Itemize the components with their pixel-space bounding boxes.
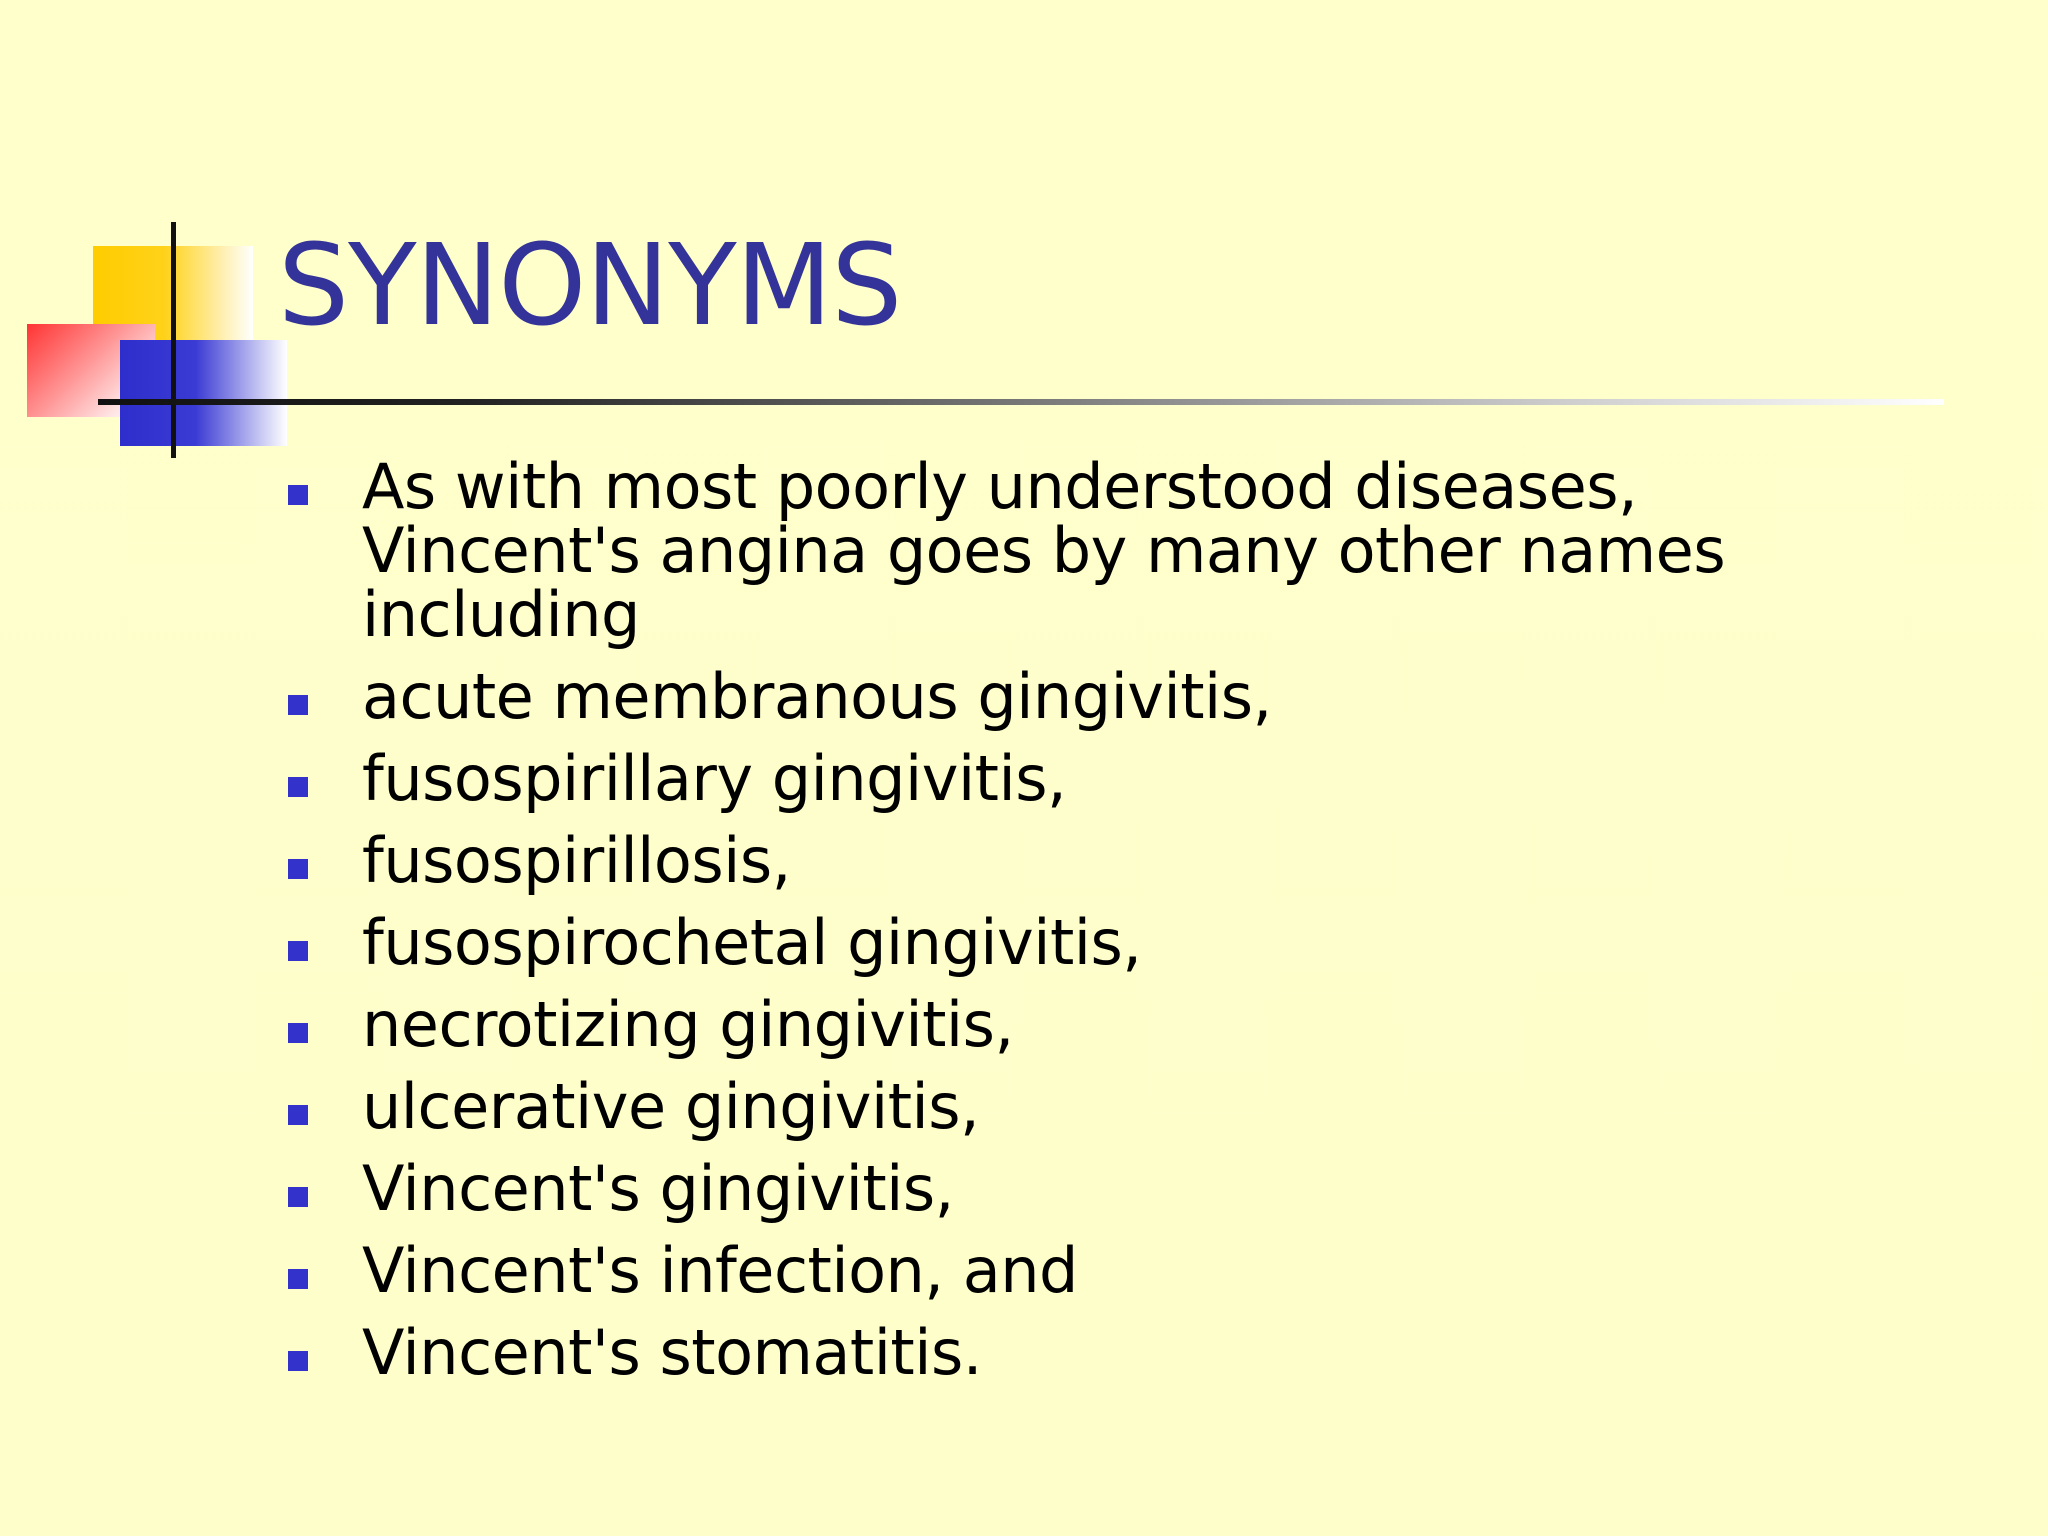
bullet-item	[288, 660, 1928, 733]
decorative-vertical-line	[171, 222, 176, 458]
decorative-blue-square	[120, 340, 287, 446]
bullet-text: ulcerative gingivitis,	[362, 1070, 980, 1143]
bullet-item	[288, 906, 1928, 979]
bullet-item	[288, 450, 1928, 651]
title-underline-rule	[98, 399, 1944, 405]
bullet-text: fusospirillosis,	[362, 824, 791, 897]
bullet-text: fusospirillary gingivitis,	[362, 742, 1067, 815]
synonym-bullet-list	[288, 450, 1928, 1403]
bullet-item	[288, 988, 1928, 1061]
bullet-text: Vincent's stomatitis.	[362, 1316, 982, 1389]
bullet-text: necrotizing gingivitis,	[362, 988, 1014, 1061]
square-bullet-icon	[288, 1269, 308, 1289]
slide-title: SYNONYMS	[278, 221, 902, 351]
square-bullet-icon	[288, 859, 308, 879]
bullet-item	[288, 1152, 1928, 1225]
bullet-text: Vincent's infection, and	[362, 1234, 1078, 1307]
bullet-item	[288, 1234, 1928, 1307]
bullet-text: As with most poorly understood diseases, Vincent's angina goes by many other names including	[362, 450, 1726, 651]
bullet-text: fusospirochetal gingivitis,	[362, 906, 1142, 979]
square-bullet-icon	[288, 485, 308, 505]
bullet-item	[288, 1316, 1928, 1389]
square-bullet-icon	[288, 1351, 308, 1371]
bullet-text: acute membranous gingivitis,	[362, 660, 1272, 733]
square-bullet-icon	[288, 1023, 308, 1043]
square-bullet-icon	[288, 777, 308, 797]
square-bullet-icon	[288, 1105, 308, 1125]
bullet-item	[288, 1070, 1928, 1143]
bullet-text: Vincent's gingivitis,	[362, 1152, 954, 1225]
square-bullet-icon	[288, 695, 308, 715]
square-bullet-icon	[288, 1187, 308, 1207]
bullet-item	[288, 824, 1928, 897]
bullet-item	[288, 742, 1928, 815]
square-bullet-icon	[288, 941, 308, 961]
